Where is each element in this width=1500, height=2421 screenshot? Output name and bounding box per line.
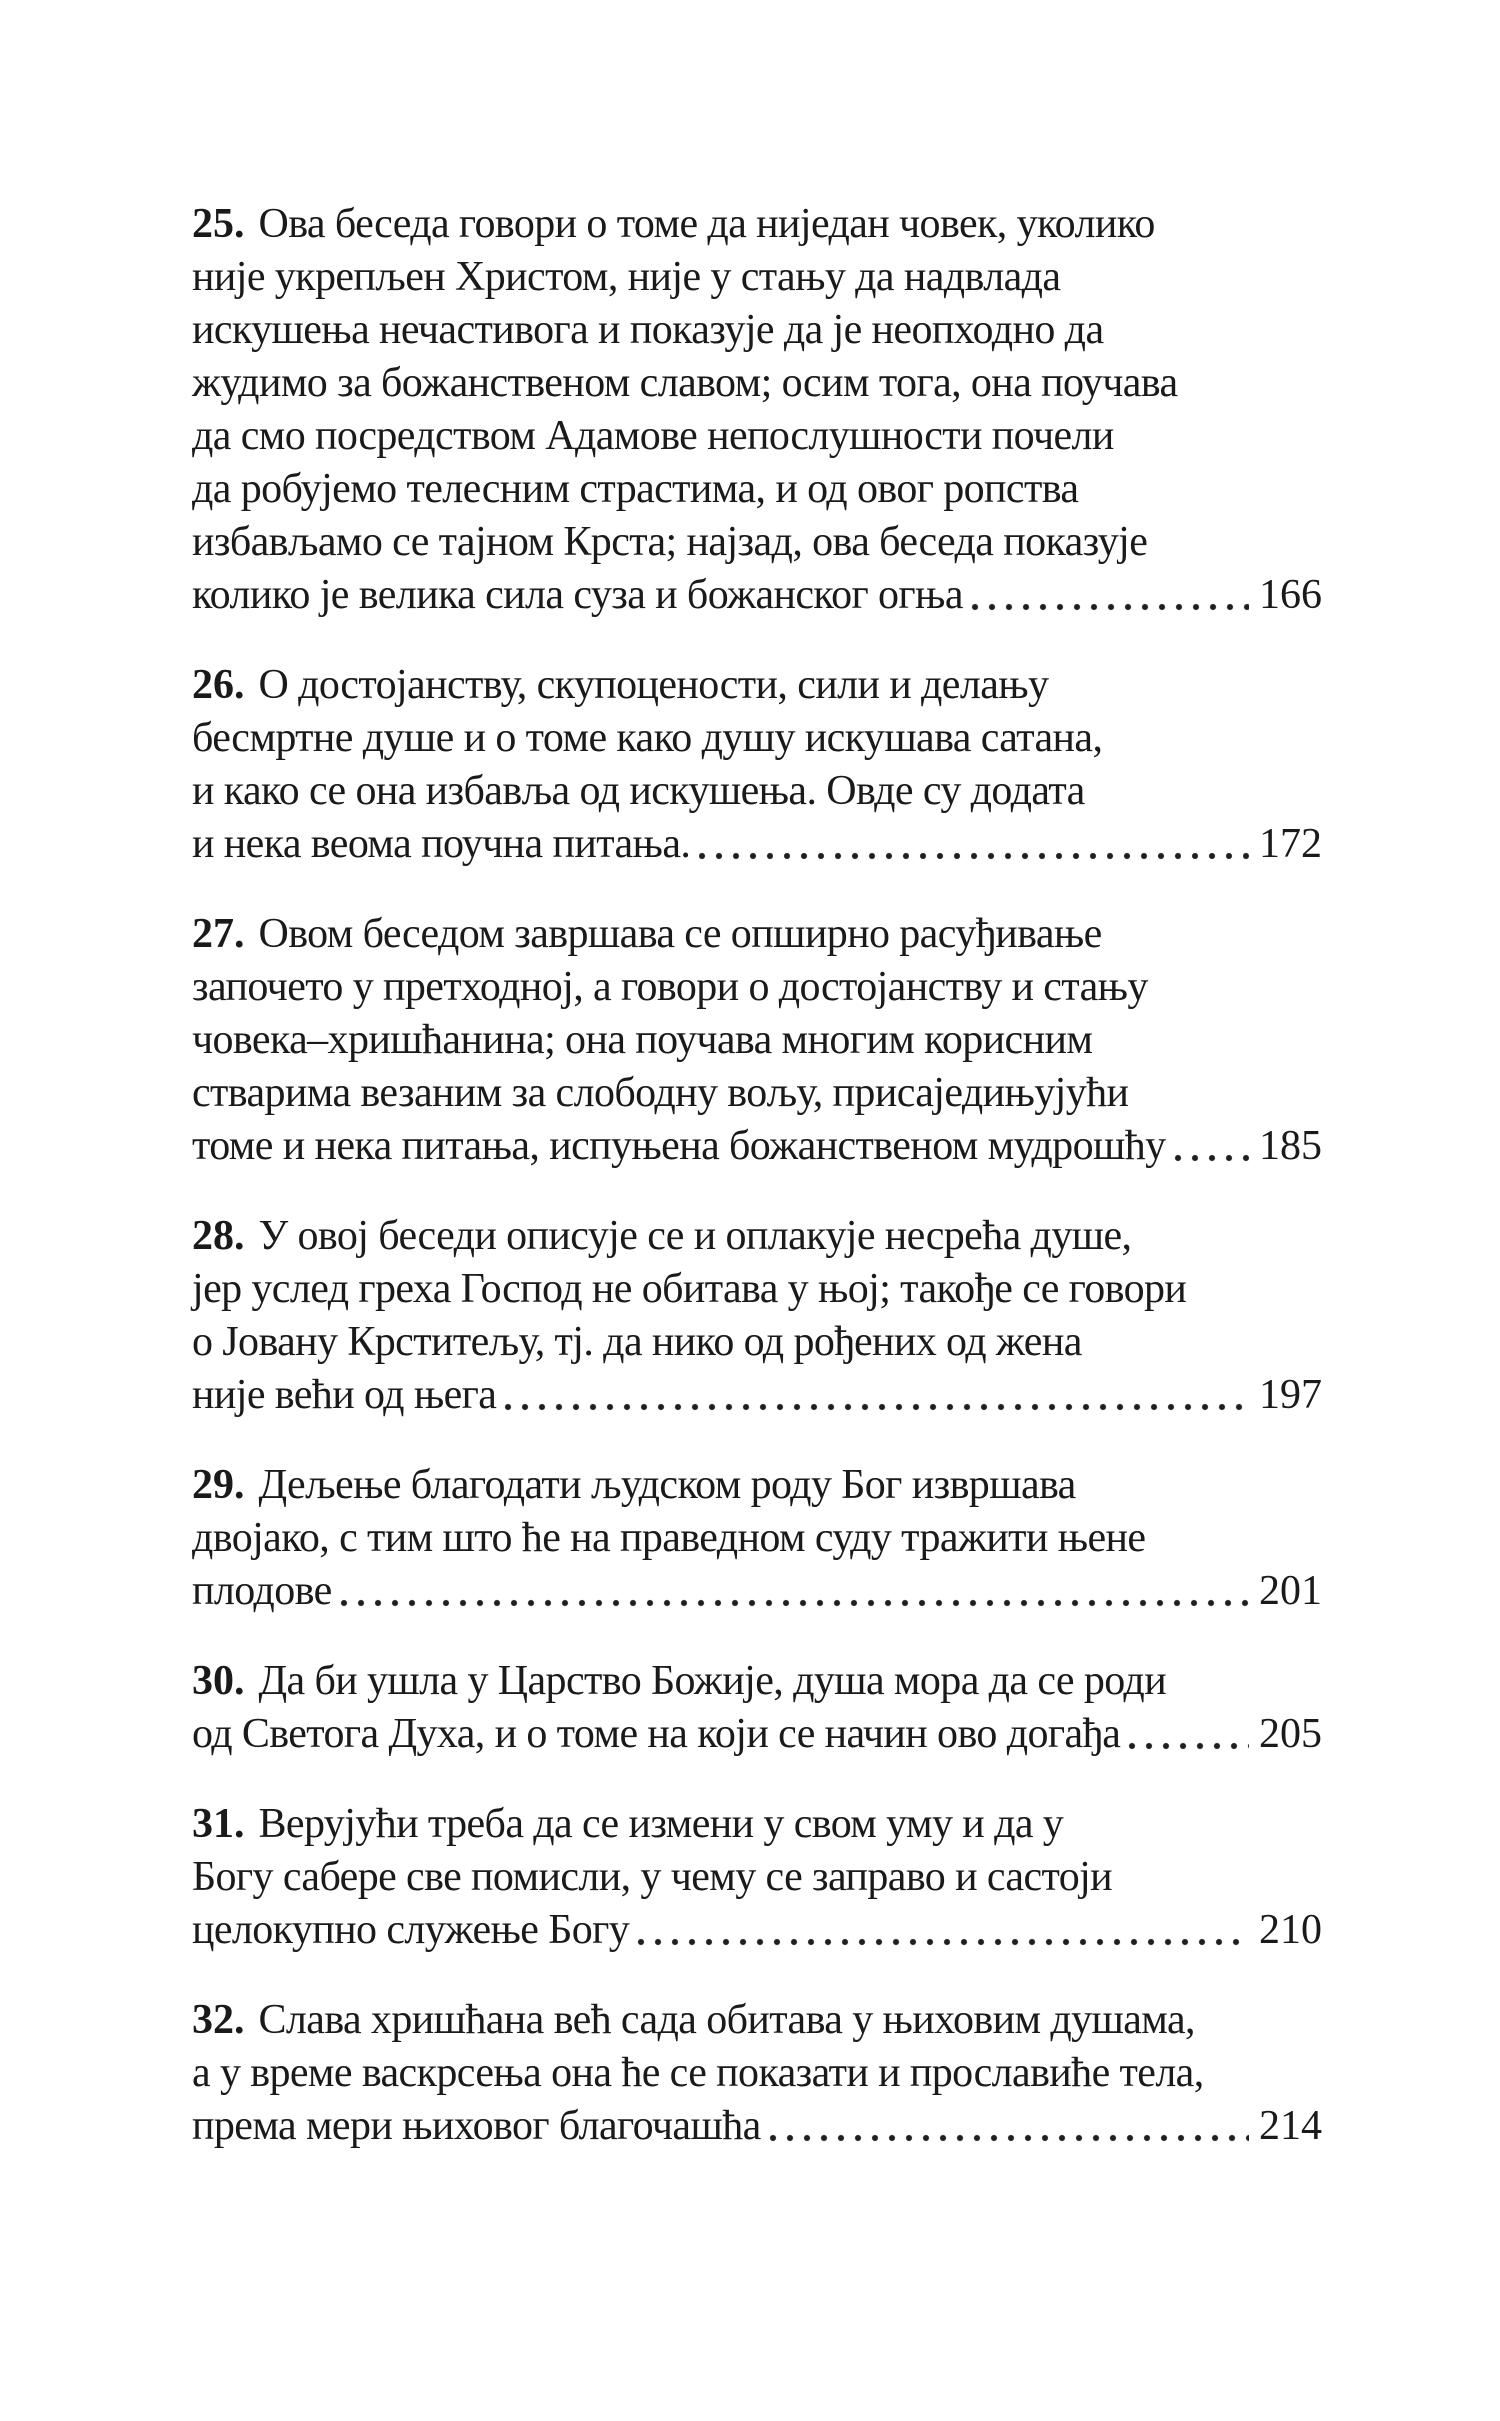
entry-last-line <box>192 1120 1322 1173</box>
table-of-contents <box>192 198 1322 2190</box>
entry-first-line <box>192 908 1322 961</box>
entry-number: 32. <box>192 1997 245 2043</box>
entry-title-text: Дељење благодати људском роду Бог извршава <box>258 1462 1076 1508</box>
dot-leader <box>698 852 1249 860</box>
entry-title-text: Да би ушла у Царство Божије, душа мора да се роди <box>258 1658 1167 1704</box>
page-number: 210 <box>1259 1907 1322 1953</box>
entry-text-line: да робујемо телесним страстима, и од овог ропства <box>192 466 1079 512</box>
entry-text-line: искушења нечастивога и показује да је неопходно да <box>192 307 1104 353</box>
entry-last-text: томе и нека питања, испуњена божанственом мудрошћу <box>192 1123 1166 1169</box>
entry-text-line: избављамо се тајном Крста; најзад, ова беседа показује <box>192 519 1148 565</box>
entry-text-line: и како се она избавља од искушења. Овде су додата <box>192 768 1085 814</box>
entry-last-line <box>192 569 1322 622</box>
page-number: 185 <box>1259 1123 1322 1169</box>
page-number: 197 <box>1259 1372 1322 1418</box>
entry-last-text: колико је велика сила суза и божанског огња <box>192 572 963 618</box>
entry-first-line <box>192 198 1322 251</box>
entry-last-line <box>192 818 1322 871</box>
entry-first-line <box>192 1798 1322 1851</box>
entry-text-line: а у време васкрсења она ће се показати и прославиће тела, <box>192 2050 1204 2096</box>
toc-entry <box>192 1994 1322 2153</box>
entry-text-line: о Јовану Крститељу, тј. да нико од рођених од жена <box>192 1319 1082 1365</box>
page-number: 172 <box>1259 821 1322 867</box>
entry-title-text: У овој беседи описује се и оплакује несрећа душе, <box>258 1213 1132 1259</box>
entry-text-line: човека–хришћанина; она поучава многим корисним <box>192 1017 1093 1063</box>
toc-entry <box>192 198 1322 622</box>
dot-leader <box>1128 1742 1249 1750</box>
entry-last-text: према мери њиховог благочашћа <box>192 2103 761 2149</box>
entry-first-line <box>192 659 1322 712</box>
entry-text-line: Богу сабере све помисли, у чему се заправо и састоји <box>192 1854 1113 1900</box>
entry-last-text: плодове <box>192 1568 332 1614</box>
entry-text-line: започето у претходној, а говори о достојанству и стању <box>192 964 1148 1010</box>
entry-first-line <box>192 1994 1322 2047</box>
entry-number: 26. <box>192 662 245 708</box>
dot-leader <box>504 1403 1249 1411</box>
page-number: 201 <box>1259 1568 1322 1614</box>
entry-last-line <box>192 1904 1322 1957</box>
toc-entry <box>192 659 1322 871</box>
entry-text-line: двојако, с тим што ће на праведном суду тражити њене <box>192 1515 1146 1561</box>
entry-text-line: стварима везаним за слободну вољу, присаједињујући <box>192 1070 1129 1116</box>
page-number: 166 <box>1259 572 1322 618</box>
toc-entry <box>192 1210 1322 1422</box>
entry-number: 31. <box>192 1801 245 1847</box>
entry-number: 28. <box>192 1213 245 1259</box>
entry-first-line <box>192 1210 1322 1263</box>
dot-leader <box>971 603 1249 611</box>
page-number: 205 <box>1259 1711 1322 1757</box>
dot-leader <box>769 2134 1249 2142</box>
dot-leader <box>340 1599 1249 1607</box>
entry-text-line: жудимо за божанственом славом; осим тога, она поучава <box>192 360 1178 406</box>
entry-last-line <box>192 2100 1322 2153</box>
entry-title-text: Слава хришћана већ сада обитава у њиховим душама, <box>258 1997 1195 2043</box>
entry-text-line: није укрепљен Христом, није у стању да надвлада <box>192 254 1061 300</box>
entry-title-text: Верујући треба да се измени у свом уму и да у <box>258 1801 1064 1847</box>
entry-text-line: јер услед греха Господ не обитава у њој; такође се говори <box>192 1266 1187 1312</box>
entry-text-line: бесмртне душе и о томе како душу искушава сатана, <box>192 715 1103 761</box>
toc-entry <box>192 1459 1322 1618</box>
entry-title-text: Ова беседа говори о томе да ниједан човек, уколико <box>258 201 1155 247</box>
entry-number: 29. <box>192 1462 245 1508</box>
entry-last-text: од Светога Духа, и о томе на који се начин ово догађа <box>192 1711 1121 1757</box>
entry-title-text: Овом беседом завршава се опширно расуђивање <box>258 911 1102 957</box>
entry-text-line: да смо посредством Адамове непослушности почели <box>192 413 1114 459</box>
entry-first-line <box>192 1655 1322 1708</box>
entry-number: 30. <box>192 1658 245 1704</box>
dot-leader <box>1174 1154 1249 1162</box>
entry-last-text: није већи од њега <box>192 1372 497 1418</box>
entry-first-line <box>192 1459 1322 1512</box>
toc-entry <box>192 908 1322 1173</box>
entry-number: 27. <box>192 911 245 957</box>
entry-last-line <box>192 1565 1322 1618</box>
entry-last-line <box>192 1708 1322 1761</box>
toc-entry <box>192 1655 1322 1761</box>
entry-last-text: целокупно служење Богу <box>192 1907 630 1953</box>
entry-number: 25. <box>192 201 245 247</box>
entry-last-text: и нека веома поучна питања. <box>192 821 691 867</box>
entry-last-line <box>192 1369 1322 1422</box>
page-number: 214 <box>1259 2103 1322 2149</box>
toc-entry <box>192 1798 1322 1957</box>
entry-title-text: О достојанству, скупоцености, сили и делању <box>258 662 1049 708</box>
dot-leader <box>637 1938 1249 1946</box>
